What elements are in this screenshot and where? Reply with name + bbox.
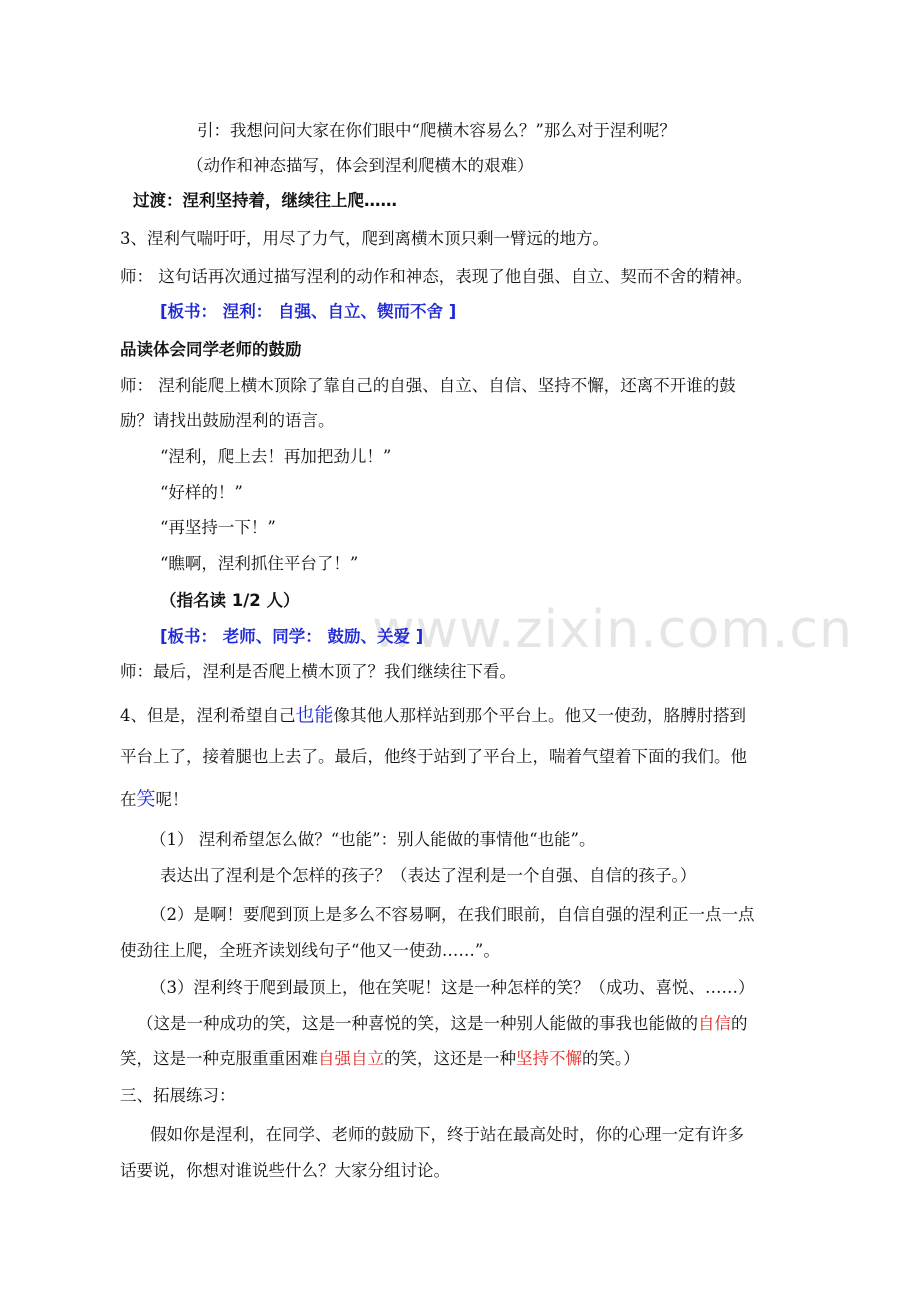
answer-3-text-e: 的笑。） [582, 1049, 640, 1068]
quote-1: “涅利，爬上去！再加把劲儿！” [160, 447, 392, 466]
teacher-question-1: 师： 涅利能爬上横木顶除了靠自己的自强、自立、自信、坚持不懈，还离不开谁的鼓 [120, 376, 736, 395]
answer-3-line-1 [137, 1013, 847, 1035]
answer-3-line-2 [120, 1048, 830, 1070]
paragraph-4-text-b: 像其他人那样站到那个平台上。他又一使劲，胳膊肘搭到 [333, 706, 747, 725]
guide-question: 引：我想问问大家在你们眼中“爬横木容易么？”那么对于涅利呢？ [197, 121, 676, 140]
teacher-question-1-cont: 励？请找出鼓励涅利的语言。 [120, 411, 335, 430]
transition-heading: 过渡：涅利坚持着，继续往上爬…… [133, 191, 397, 210]
question-2-cont: 使劲往上爬，全班齐读划线句子“他又一使劲……”。 [120, 941, 500, 960]
board-note-1: [板书： 涅利： 自强、自立、锲而不舍 ] [160, 302, 457, 321]
question-2: （2）是啊！要爬到顶上是多么不容易啊，在我们眼前，自信自强的涅利正一点一点 [150, 905, 755, 924]
answer-3-text-a: （这是一种成功的笑，这是一种喜悦的笑，这是一种别人能做的事我也能做的 [137, 1014, 698, 1033]
answer-3-text-c: 笑，这是一种克服重重困难 [120, 1049, 318, 1068]
paragraph-3: 3、涅利气喘吁吁，用尽了力气，爬到离横木顶只剩一臂远的地方。 [120, 229, 609, 248]
board-note-2: [板书： 老师、同学： 鼓励、关爱 ] [160, 627, 424, 646]
question-1-answer: 表达出了涅利是个怎样的孩子？（表达了涅利是一个自强、自信的孩子。） [160, 866, 697, 885]
highlight-ye-neng: 也能 [295, 704, 334, 726]
extension-prompt-cont: 话要说，你想对谁说些什么？大家分组讨论。 [120, 1161, 450, 1180]
question-1: （1） 涅利希望怎么做？“也能”：别人能做的事情他“也能”。 [150, 830, 596, 849]
teacher-comment-1: 师： 这句话再次通过描写涅利的动作和神态，表现了他自强、自立、契而不舍的精神。 [120, 267, 753, 286]
paragraph-4-text-d: 呢！ [155, 790, 189, 809]
answer-3-text-b: 的 [731, 1014, 748, 1033]
paragraph-4-line-1 [120, 704, 830, 727]
extension-prompt: 假如你是涅利，在同学、老师的鼓励下，终于站在最高处时，你的心理一定有许多 [150, 1125, 744, 1144]
highlight-xiao: 笑 [136, 788, 156, 810]
highlight-jianchi-buxie: 坚持不懈 [516, 1049, 582, 1068]
quote-2: “好样的！” [160, 483, 243, 502]
section-heading-encouragement: 品读体会同学老师的鼓励 [120, 340, 302, 359]
paragraph-4-text-a: 4、但是，涅利希望自己 [120, 706, 296, 725]
watermark: www.zixin.com.cn [372, 600, 853, 660]
guide-note: （动作和神态描写，体会到涅利爬横木的艰难） [187, 156, 534, 175]
highlight-ziqiang-zili: 自强自立 [318, 1049, 384, 1068]
section-heading-extension: 三、拓展练习： [120, 1086, 236, 1105]
reading-instruction: （指名读 1/2 人） [160, 591, 300, 610]
highlight-zixin: 自信 [698, 1014, 731, 1033]
answer-3-text-d: 的笑，这还是一种 [384, 1049, 516, 1068]
quote-3: “再坚持一下！” [160, 518, 276, 537]
question-3: （3）涅利终于爬到最顶上，他在笑呢！这是一种怎样的笑？（成功、喜悦、……） [150, 978, 755, 997]
paragraph-4-line-3 [120, 788, 830, 811]
paragraph-4-line-2: 平台上了，接着腿也上去了。最后，他终于站到了平台上，喘着气望着下面的我们。他 [120, 747, 747, 766]
teacher-question-2: 师：最后，涅利是否爬上横木顶了？我们继续往下看。 [120, 662, 516, 681]
paragraph-4-text-c: 在 [120, 790, 137, 809]
quote-4: “瞧啊，涅利抓住平台了！” [160, 554, 359, 573]
